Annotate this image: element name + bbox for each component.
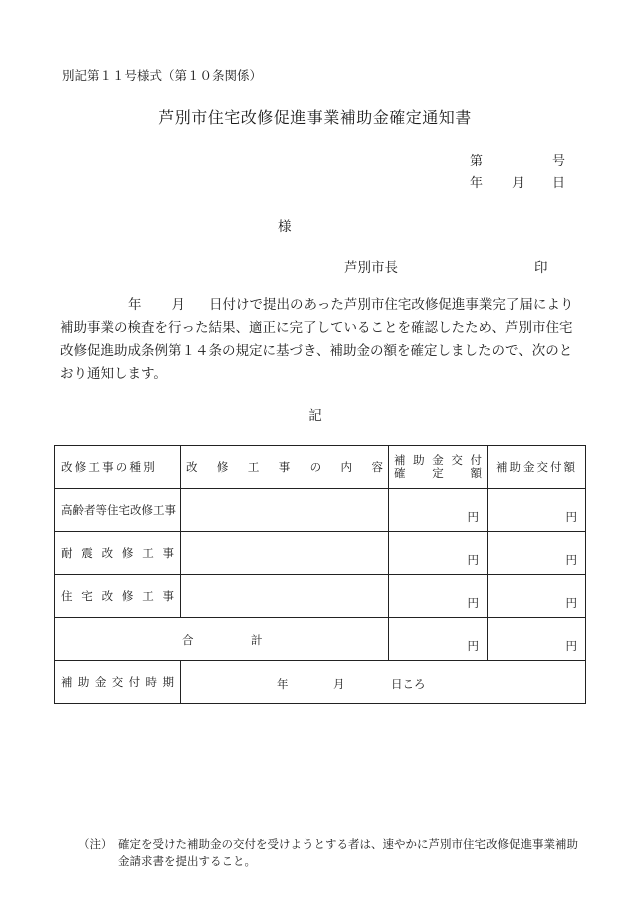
row-kind-char: 工 <box>142 546 154 560</box>
date-month: 月 <box>512 176 526 191</box>
total-label-a: 合 <box>182 633 194 647</box>
timing-year: 年 <box>277 677 289 691</box>
body-line-4: おり通知します。 <box>60 366 167 382</box>
yen-unit: 円 <box>467 639 479 653</box>
timing-month: 月 <box>333 677 345 691</box>
header-decided-char: 金 <box>432 453 444 467</box>
body-line-3: 改修促進助成条例第１４条の規定に基づき、補助金の額を確定しましたので、次のと <box>60 343 573 359</box>
header-decided-char: 額 <box>470 466 482 480</box>
row-kind-char: 修 <box>121 589 134 603</box>
grant-table <box>54 445 586 704</box>
header-decided-char: 確 <box>394 466 406 480</box>
timing-label-char: 金 <box>94 675 107 689</box>
table-header-row <box>55 446 586 489</box>
header-content-char: 容 <box>371 460 383 474</box>
header-decided-char: 交 <box>451 453 463 467</box>
header-content <box>181 446 389 489</box>
note-text <box>118 836 588 870</box>
sender-name: 芦別市長 <box>344 260 398 276</box>
yen-unit: 円 <box>565 596 577 610</box>
date-year: 年 <box>470 176 484 191</box>
total-label-cell <box>55 618 389 661</box>
header-decided-char: 助 <box>413 453 425 467</box>
header-decided-char: 付 <box>470 453 482 467</box>
yen-unit: 円 <box>565 639 577 653</box>
header-paid-amount: 補助金交付額 <box>488 446 586 489</box>
yen-unit: 円 <box>565 510 577 524</box>
header-content-char: 事 <box>278 460 291 474</box>
header-content-char: の <box>309 460 322 474</box>
date-day: 日 <box>552 176 566 191</box>
table-row <box>55 532 586 575</box>
total-label-b: 計 <box>251 633 263 647</box>
body-line-1-text: 日付けで提出のあった芦別市住宅改修促進事業完了届により <box>209 297 574 313</box>
row-kind-char: 震 <box>81 546 93 560</box>
row-kind-char: 事 <box>162 546 174 560</box>
timing-value-cell[interactable] <box>181 661 586 704</box>
total-row <box>55 618 586 661</box>
row-kind-char: 改 <box>101 589 114 603</box>
row-kind <box>55 575 181 618</box>
row-kind-char: 修 <box>121 546 134 560</box>
timing-label-char: 補 <box>61 675 73 689</box>
row-kind-char: 工 <box>142 589 154 603</box>
table-row <box>55 575 586 618</box>
timing-label-char: 期 <box>162 675 174 689</box>
timing-label-char: 時 <box>145 675 158 689</box>
header-content-char: 改 <box>186 460 198 474</box>
row-kind: 高齢者等住宅改修工事 <box>55 489 181 532</box>
timing-label-char: 交 <box>111 675 124 689</box>
table-row <box>55 489 586 532</box>
row-content-cell[interactable] <box>181 532 389 575</box>
yen-unit: 円 <box>467 510 479 524</box>
row-content-cell[interactable] <box>181 575 389 618</box>
row-decided-cell[interactable] <box>389 532 488 575</box>
header-kind: 改修工事の種別 <box>55 446 181 489</box>
body-line-2: 補助事業の検査を行った結果、適正に完了していることを確認したため、芦別市住宅 <box>60 320 573 336</box>
row-kind-char: 事 <box>162 589 174 603</box>
addressee-suffix: 様 <box>278 219 292 235</box>
yen-unit: 円 <box>467 596 479 610</box>
row-kind-char: 住 <box>61 589 73 603</box>
row-decided-cell[interactable] <box>389 489 488 532</box>
seal-mark: 印 <box>534 260 548 276</box>
timing-label-char: 助 <box>77 675 90 689</box>
row-kind-char: 宅 <box>81 589 93 603</box>
yen-unit: 円 <box>467 553 479 567</box>
row-decided-cell[interactable] <box>389 575 488 618</box>
page-title: 芦別市住宅改修促進事業補助金確定通知書 <box>158 108 472 127</box>
ki-heading: 記 <box>308 408 322 424</box>
header-content-char: 工 <box>247 460 260 474</box>
header-decided-char: 補 <box>394 453 406 467</box>
notice-body <box>60 294 580 386</box>
header-decided-amount <box>389 446 488 489</box>
row-paid-cell[interactable] <box>488 532 586 575</box>
body-month: 月 <box>171 297 185 313</box>
timing-row <box>55 661 586 704</box>
header-content-char: 修 <box>216 460 229 474</box>
doc-number-suffix: 号 <box>552 154 566 169</box>
header-content-char: 内 <box>340 460 353 474</box>
note-label: （注） <box>78 837 113 851</box>
row-paid-cell[interactable] <box>488 575 586 618</box>
row-kind-char: 改 <box>101 546 114 560</box>
timing-day: 日ころ <box>391 677 426 691</box>
timing-label-char: 付 <box>128 675 141 689</box>
total-decided-cell[interactable] <box>389 618 488 661</box>
yen-unit: 円 <box>565 553 577 567</box>
total-paid-cell[interactable] <box>488 618 586 661</box>
header-decided-char: 定 <box>432 466 444 480</box>
body-year: 年 <box>128 297 142 313</box>
body-line-1 <box>60 294 580 317</box>
note-line-1: 確定を受けた補助金の交付を受けようとする者は、速やかに芦別市住宅改修促進事業補助 <box>118 837 578 851</box>
doc-number-prefix: 第 <box>470 154 484 169</box>
row-paid-cell[interactable] <box>488 489 586 532</box>
row-content-cell[interactable] <box>181 489 389 532</box>
row-kind <box>55 532 181 575</box>
row-kind-char: 耐 <box>61 546 73 560</box>
form-id: 別記第１１号様式（第１０条関係） <box>62 68 263 83</box>
note-line-2: 金請求書を提出すること。 <box>118 854 256 868</box>
timing-label <box>55 661 181 704</box>
